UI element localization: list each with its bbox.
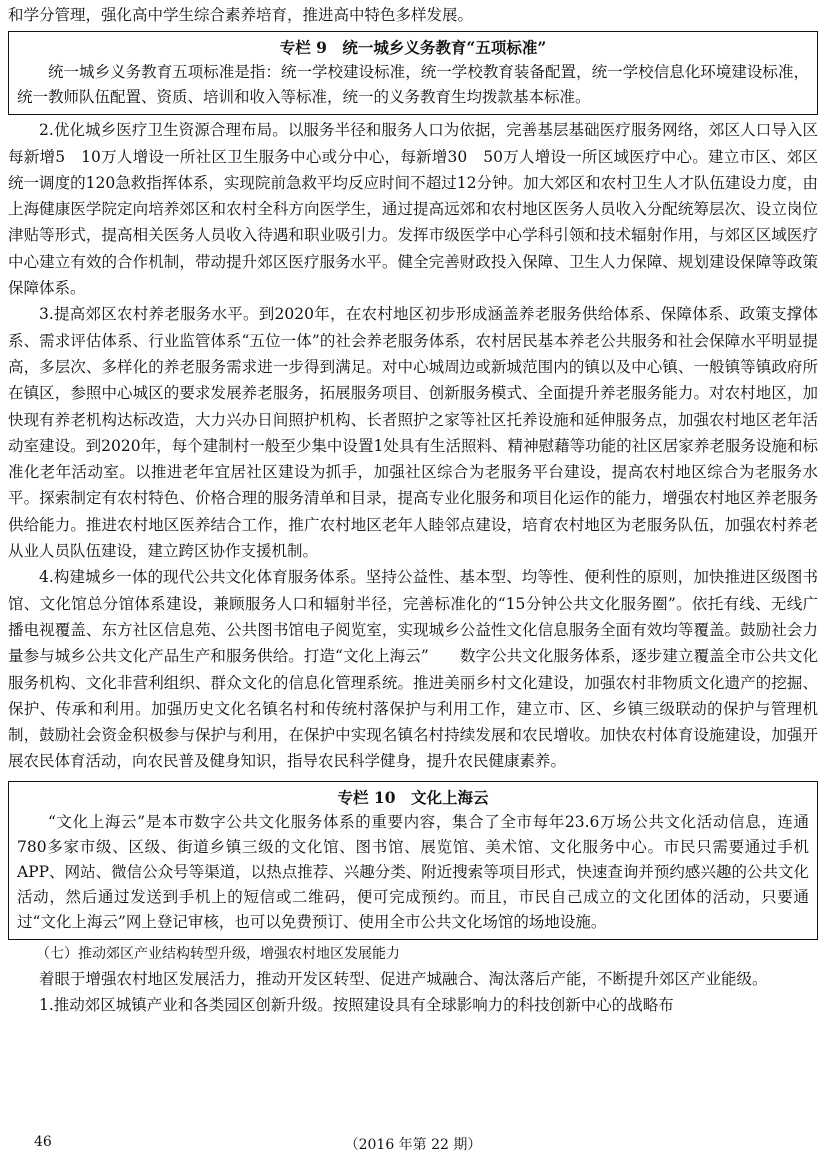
paragraph-elderly: 3.提高郊区农村养老服务水平。到2020年，在农村地区初步形成涵盖养老服务供给体系、保障体系、政策支撑体系、需求评估体系、行业监管体系“五位一体”的社会养老服务体系，农村居民基本养老公共服务和社会保障水平明显提高，多层次、多样化的养老服务需求进一步得到满足。对中心城周边或新城范围内的镇以及中心镇、一般镇等镇政府所在镇区，参照中心城区的要求发展养老服务，拓展服务项目、创新服务模式、全面提升养老服务能力。对农村地区，加快现有养老机构达标改造，大力兴办日间照护机构、长者照护之家等社区托养设施和延伸服务点，加强农村地区老年活动室建设。到2020年，每个建制村一般至少集中设置1处具有生活照料、精神慰藉等功能的社区居家养老服务设施和标准化老年活动室。以推进老年宜居社区建设为抓手，加强社区综合为老服务平台建设，提高农村地区综合为老服务水平。探索制定有农村特色、价格合理的服务清单和目录，提高专业化服务和项目化运作的能力，增强农村地区养老服务供给能力。推进农村地区医养结合工作，推广农村地区老年人睦邻点建设，培育农村地区为老服务队伍，加强农村养老从业人员队伍建设，建立跨区协作支援机制。	[8, 305, 818, 561]
paragraph-culture: 4.构建城乡一体的现代公共文化体育服务体系。坚持公益性、基本型、均等性、便利性的原则，加快推进区级图书馆、文化馆总分馆体系建设，兼顾服务人口和辐射半径，完善标准化的“15分钟公共文化服务圈”。依托有线、无线广播电视覆盖、东方社区信息苑、公共图书馆电子阅览室，实现城乡公益性文化信息服务全面有效均等覆盖。鼓励社会力量参与城乡公共文化产品生产和服务供给。打造“文化上海云” 数字公共文化服务体系，逐步建立覆盖全市公共文化服务机构、文化非营利组织、群众文化的信息化管理系统。推进美丽乡村文化建设，加强农村非物质文化遗产的挖掘、保护、传承和利用。加强历史文化名镇名村和传统村落保护与利用工作，建立市、区、乡镇三级联动的保护与管理机制，鼓励社会资金积极参与保护与利用，在保护中实现名镇名村持续发展和农民增收。加快农村体育设施建设，加强开展农民体育活动，向农民普及健身知识，指导农民科学健身，提升农民健康素养。	[8, 568, 818, 771]
continuation-line: 和学分管理，强化高中学生综合素养培育，推进高中特色多样发展。	[8, 6, 474, 24]
box-10-title: 专栏 10 文化上海云	[337, 787, 489, 807]
issue-label: （2016 年第 22 期）	[344, 1137, 482, 1153]
paragraph-section7-intro: 着眼于增强农村地区发展活力，推动开发区转型、促进产城融合、淘汰落后产能，不断提升郊区产业能级。	[39, 969, 768, 988]
box-9-title: 专栏 9 统一城乡义务教育“五项标准”	[279, 38, 547, 58]
box-10-body: “文化上海云”是本市数字公共文化服务体系的重要内容，集合了全市每年23.6万场公共文化活动信息，连通780多家市级、区级、街道乡镇三级的文化馆、图书馆、展览馆、美术馆、文化服务中心。市民只需要通过手机APP、网站、微信公众号等渠道，以热点推荐、兴趣分类、附近搜索等项目形式，快速查询并预约感兴趣的公共文化活动，然后通过发送到手机上的短信或二维码，便可完成预约。而且，市民自己成立的文化团体的活动，只要通过“文化上海云”网上登记审核，也可以免费预订、使用全市公共文化场馆的场地设施。	[17, 812, 809, 931]
paragraph-industry: 1.推动郊区城镇产业和各类园区创新升级。按照建设具有全球影响力的科技创新中心的战略布	[39, 996, 674, 1015]
section-heading: （七）推动郊区产业结构转型升级，增强农村地区发展能力	[36, 945, 400, 962]
sidebar-box-10	[8, 781, 818, 940]
page-number: 46	[34, 1134, 52, 1150]
paragraph-medical: 2.优化城乡医疗卫生资源合理布局。以服务半径和服务人口为依据，完善基层基础医疗服务网络，郊区人口导入区每新增5 10万人增设一所社区卫生服务中心或分中心，每新增30 50万人增设一所区域医疗中心。建立市区、郊区统一调度的120急救指挥体系，实现院前急救平均反应时间不超过12分钟。加大郊区和农村卫生人才队伍建设力度，由上海健康医学院定向培养郊区和农村全科方向医学生，通过提高远郊和农村地区医务人员收入分配统筹层次、设立岗位津贴等形式，提高相关医务人员收入待遇和职业吸引力。发挥市级医学中心学科引领和技术辐射作用，与郊区区域医疗中心建立有效的合作机制，带动提升郊区医疗服务水平。健全完善财政投入保障、卫生人力保障、规划建设保障等政策保障体系。	[8, 121, 818, 298]
sidebar-box-9	[8, 31, 818, 115]
document-page	[8, 0, 818, 1153]
page-footer	[8, 1134, 818, 1156]
box-9-body: 统一城乡义务教育五项标准是指：统一学校建设标准，统一学校教育装备配置，统一学校信息化环境建设标准，统一教师队伍配置、资质、培训和收入等标准，统一的义务教育生均拨款基本标准。	[17, 63, 809, 107]
